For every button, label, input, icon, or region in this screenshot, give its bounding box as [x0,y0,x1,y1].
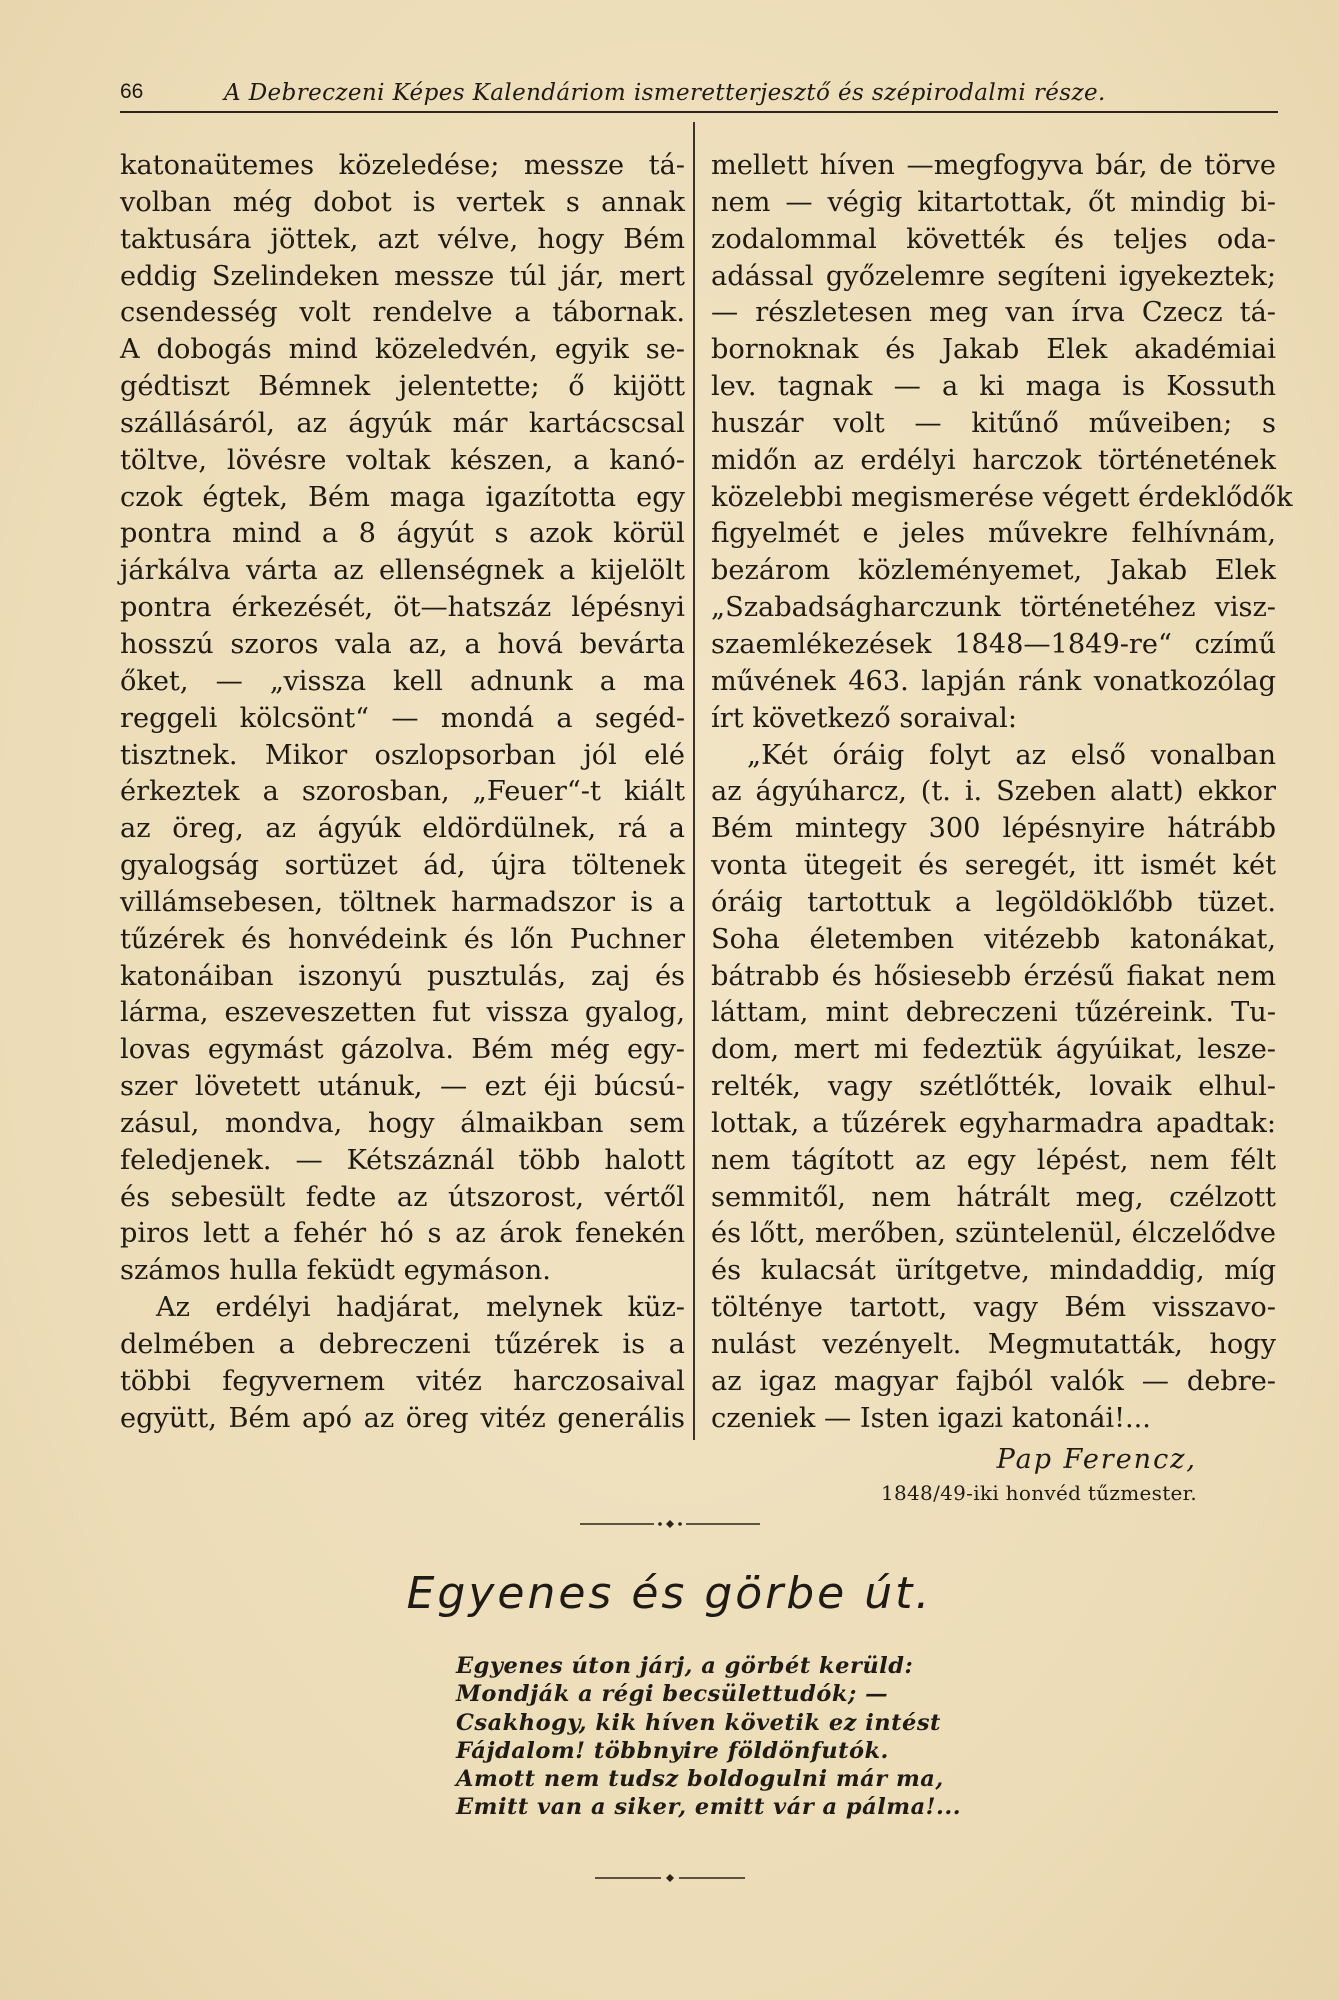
text-line: midőn az erdélyi harczok történetének [711,444,1276,476]
text-line: katonáiban iszonyú pusztulás, zaj és [120,960,685,992]
text-line: közelebbi megismerése végett érdeklődők [711,481,1293,513]
text-line: bátrabb és hősiesebb érzésű fiakat nem [711,960,1276,992]
text-line: számos hulla feküdt egymáson. [120,1255,551,1287]
text-line: reggeli kölcsönt“ — mondá a segéd- [120,702,685,734]
text-line: óráig tartottuk a legöldöklőbb tüzet. [711,886,1276,918]
text-line: czeniek — Isten igazi katonái!... [711,1402,1151,1434]
text-line: az öreg, az ágyúk eldördülnek, rá a [120,813,685,845]
text-line: huszár volt — kitűnő műveiben; s [711,407,1276,439]
page-number: 66 [120,80,144,103]
text-line: adással győzelemre segíteni igyekeztek; [711,260,1276,292]
signature-name: Pap Ferencz, [996,1444,1197,1475]
text-line: pontra érkezését, öt—hatszáz lépésnyi [120,592,685,624]
text-line: Bém mintegy 300 lépésnyire hátrább [711,813,1276,845]
signature [881,1442,1197,1508]
text-line: zásul, mondva, hogy álmaikban sem [120,1107,685,1139]
left-column [120,148,685,1438]
text-line: zodalommal követték és teljes oda- [711,223,1276,255]
text-line: piros lett a fehér hó s az árok fenekén [120,1218,685,1250]
text-line: hosszú szoros vala az, a hová bevárta [120,628,685,660]
section-divider-ornament [0,1516,1339,1535]
text-line: dom, mert mi fedeztük ágyúikat, lesze- [711,1034,1276,1066]
text-line: együtt, Bém apó az öreg vitéz generális [120,1402,685,1434]
text-line: szer lövetett utánuk, — ezt éji búcsú- [120,1071,685,1103]
text-line: szállásáról, az ágyúk már kartácscsal [120,407,685,439]
text-line: pontra mind a 8 ágyút s azok körül [120,518,685,550]
text-line: „Két óráig folyt az első vonalban [747,739,1276,771]
poem-title: Egyenes és görbe út. [406,1568,933,1619]
text-line: láttam, mint debreczeni tűzéreink. Tu- [711,997,1276,1029]
text-line: — részletesen meg van írva Czecz tá- [711,297,1276,329]
text-line: vonta ütegeit és seregét, itt ismét két [711,850,1276,882]
text-line: nulást vezényelt. Megmutatták, hogy [711,1329,1276,1360]
poem-line: Amott nem tudsz boldogulni már ma, [456,1766,944,1793]
text-line: mellett híven —megfogyva bár, de törve [711,150,1276,181]
right-column [711,148,1293,1438]
text-line: és sebesült fedte az útszorost, vértől [120,1181,685,1213]
text-line: taktusára jöttek, azt vélve, hogy Bém [120,223,685,255]
poem-line: Emitt van a siker, emitt vár a pálma!... [456,1794,962,1821]
text-line: tűzérek és honvédeink és lőn Puchner [120,923,685,955]
text-line: czok égtek, Bém maga igazította egy [120,481,685,513]
end-ornament-icon [595,1871,745,1885]
text-line: és lőtt, merőben, szüntelenül, élczelődve [711,1218,1276,1250]
text-line: művének 463. lapján ránk vonatkozólag [711,665,1276,697]
text-line: „Szabadságharczunk történetéhez visz- [711,592,1276,624]
poem-line: Fájdalom! többnyire földönfutók. [456,1737,889,1764]
text-line: relték, vagy szétlőtték, lovaik elhul- [711,1071,1276,1103]
text-line: nem — végig kitartottak, őt mindig bi- [711,186,1276,218]
text-line: lev. tagnak — a ki maga is Kossuth [711,371,1276,403]
text-line: és kulacsát ürítgetve, mindaddig, míg [711,1255,1276,1287]
poem-line: Egyenes úton járj, a görbét kerüld: [456,1653,914,1679]
text-line: írt következő soraival: [711,702,1018,734]
poem [456,1652,1016,1822]
divider-ornament-icon [580,1517,760,1531]
signature-role: 1848/49-iki honvéd tűzmester. [880,1481,1197,1505]
text-line: bornoknak és Jakab Elek akadémiai [711,334,1276,366]
text-line: bezárom közleményemet, Jakab Elek [711,555,1276,587]
text-line: az igaz magyar fajból valók — debre- [711,1365,1276,1397]
text-line: lovas egymást gázolva. Bém még egy- [120,1034,685,1066]
header-rule [120,111,1278,113]
text-line: volban még dobot is vertek s annak [120,186,685,218]
text-line: Az erdélyi hadjárat, melynek küz- [156,1292,685,1324]
text-line: csendesség volt rendelve a tábornak. [120,297,685,329]
text-line: semmitől, nem hátrált meg, czélzott [711,1181,1276,1213]
text-line: tisztnek. Mikor oszlopsorban jól elé [120,739,685,771]
text-line: többi fegyvernem vitéz harczosaival [120,1365,685,1397]
column-rule [693,122,695,1440]
text-line: gyalogság sortüzet ád, újra töltenek [120,850,685,882]
text-line: az ágyúharcz, (t. i. Szeben alatt) ekkor [711,776,1276,808]
text-line: lárma, eszeveszetten fut vissza gyalog, [120,997,685,1029]
text-line: Soha életemben vitézebb katonákat, [711,923,1276,955]
text-line: A dobogás mind közeledvén, egyik se- [120,334,685,366]
end-ornament [0,1870,1339,1889]
text-line: érkeztek a szorosban, „Feuer“-t kiált [120,776,685,808]
text-line: járkálva várta az ellenségnek a kijelölt [120,555,685,587]
text-line: figyelmét e jeles művekre felhívnám, [711,518,1276,550]
text-line: töltve, lövésre voltak készen, a kanó- [120,444,685,476]
text-line: őket, — „vissza kell adnunk a ma [120,665,685,697]
text-line: villámsebesen, töltnek harmadszor is a [120,886,685,918]
text-line: delmében a debreczeni tűzérek is a [120,1329,685,1360]
text-line: eddig Szelindeken messze túl jár, mert [120,260,685,292]
text-line: feledjenek. — Kétszáznál több halott [120,1144,685,1176]
poem-line: Mondják a régi becsülettudók; — [456,1681,889,1708]
text-line: katonaütemes közeledése; messze tá- [120,150,685,181]
text-line: gédtiszt Bémnek jelentette; ő kijött [120,371,685,403]
text-line: lottak, a tűzérek egyharmadra apadtak: [711,1107,1276,1139]
text-line: nem tágított az egy lépést, nem félt [711,1144,1276,1176]
running-head: A Debreczeni Képes Kalendáriom ismeretterjesztő és szépirodalmi része. [224,80,1106,106]
poem-line: Csakhogy, kik híven követik ez intést [456,1709,941,1736]
text-line: tölténye tartott, vagy Bém visszavo- [711,1292,1276,1324]
text-line: szaemlékezések 1848—1849-re“ czímű [711,628,1276,660]
